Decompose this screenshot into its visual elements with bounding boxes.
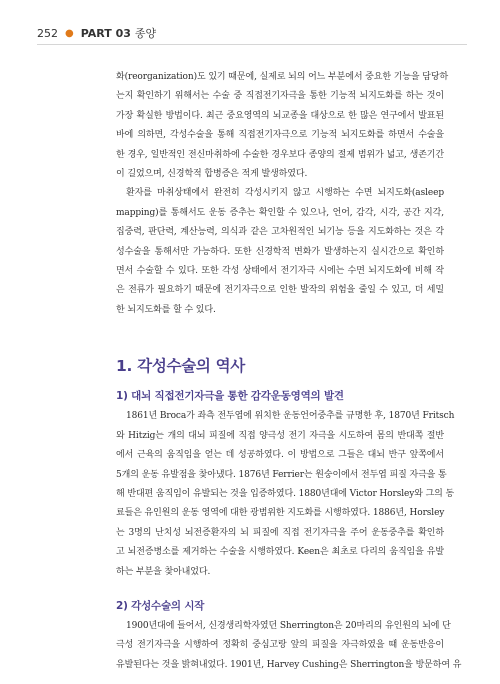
text-line: 바에 의하면, 각성수술을 통해 직접전기자극으로 기능적 뇌지도화를 하면서 수술을 [116, 130, 444, 141]
subsection-heading-1: 1) 대뇌 직접전기자극을 통한 감각운동영역의 발견 [116, 390, 344, 403]
text-line: 환자를 마취상태에서 완전히 각성시키지 않고 시행하는 수면 뇌지도화(asleep [126, 188, 444, 199]
text-line: 성수술을 통해서만 가능하다. 또한 신경학적 변화가 발생하는지 실시간으로 확인하 [116, 246, 444, 257]
bullet-dot-icon: ● [65, 27, 74, 39]
text-line: 는 3명의 난치성 뇌전증환자의 뇌 피질에 직접 전기자극을 주어 운동중추를 확인하 [116, 527, 444, 538]
section-heading: 1. 각성수술의 역사 [116, 357, 245, 376]
text-line: 5개의 운동 유발점을 찾아냈다. 1876년 Ferrier는 원숭이에서 전두엽 피질 자극을 통 [116, 469, 447, 480]
text-line: 1861년 Broca가 좌측 전두엽에 위치한 운동언어중추를 규명한 후, 1870년 Fritsch [126, 411, 455, 422]
header-rule [37, 44, 467, 45]
text-line: 에서 근육의 움직임을 얻는 데 성공하였다. 이 방법으로 그들은 대뇌 반구 앞쪽에서 [116, 450, 444, 461]
part-title: 종양 [134, 27, 157, 40]
text-line: 와 Hitzig는 개의 대뇌 피질에 직접 양극성 전기 자극을 시도하여 몸의 반대쪽 절반 [116, 430, 444, 441]
text-line: 료들은 유인원의 운동 영역에 대한 광범위한 지도화를 시행하였다. 1886년, Horsley [116, 508, 445, 519]
text-line: 한 경우, 일반적인 전신마취하에 수술한 경우보다 종양의 절제 범위가 넓고, 생존기간 [116, 149, 444, 160]
text-line: 은 전류가 필요하기 때문에 전기자극으로 인한 발작의 위험을 줄일 수 있고, 더 세밀 [116, 285, 444, 296]
text-line: 이 길었으며, 신경학적 합병증은 적게 발생하였다. [116, 169, 308, 180]
text-line: 하는 부분을 찾아내었다. [116, 566, 211, 577]
intro-paragraph-2 [116, 184, 444, 320]
text-line: 해 반대편 움직임이 유발되는 것을 입증하였다. 1880년대에 Victor Horsley와 그의 동 [116, 488, 455, 499]
spacer [116, 582, 444, 598]
running-header [37, 24, 467, 42]
text-line: mapping)를 통해서도 운동 증추는 확인할 수 있으나, 언어, 감각, 시각, 공간 지각, [116, 207, 444, 218]
page-number: 252 [37, 26, 58, 40]
subsection-1-paragraph [116, 407, 455, 582]
subsection-2-paragraph [116, 617, 462, 675]
text-line: 화(reorganization)도 있기 때문에, 실제로 뇌의 어느 부분에서 중요한 기능을 담당하 [116, 72, 449, 82]
text-line: 는지 확인하기 위해서는 수술 중 직접전기자극을 통한 기능적 뇌지도화를 하는 것이 [116, 91, 444, 102]
text-line: 한 뇌지도화를 할 수 있다. [116, 304, 216, 315]
page-body [116, 68, 462, 675]
text-line: 극성 전기자극을 시행하여 정확히 중심고랑 앞의 피질을 자극하였을 때 운동반응이 [116, 640, 444, 651]
text-line: 집중력, 판단력, 계산능력, 의식과 같은 고차원적인 뇌기능 등을 지도화하는 것은 각 [116, 227, 444, 238]
subsection-heading-2: 2) 각성수술의 시작 [116, 599, 205, 612]
text-line: 고 뇌전증병소를 제거하는 수술을 시행하였다. Keen은 최초로 다리의 움직임을 유발 [116, 547, 444, 558]
text-line: 면서 수술할 수 있다. 또한 각성 상태에서 전기자극 시에는 수면 뇌지도화에 비해 작 [116, 266, 444, 277]
intro-paragraph-1 [116, 68, 449, 184]
part-label: PART 03 [80, 26, 131, 40]
text-line: 유발된다는 것을 밝혀내었다. 1901년, Harvey Cushing은 Sherrington을 방문하여 유 [116, 659, 462, 670]
text-line: 가장 확실한 방법이다. 최근 중요영역의 뇌교종을 대상으로 한 많은 연구에서 발표된 [116, 110, 444, 121]
text-line: 1900년대에 들어서, 신경생리학자였던 Sherrington은 20마리의 유인원의 뇌에 단 [126, 620, 451, 631]
